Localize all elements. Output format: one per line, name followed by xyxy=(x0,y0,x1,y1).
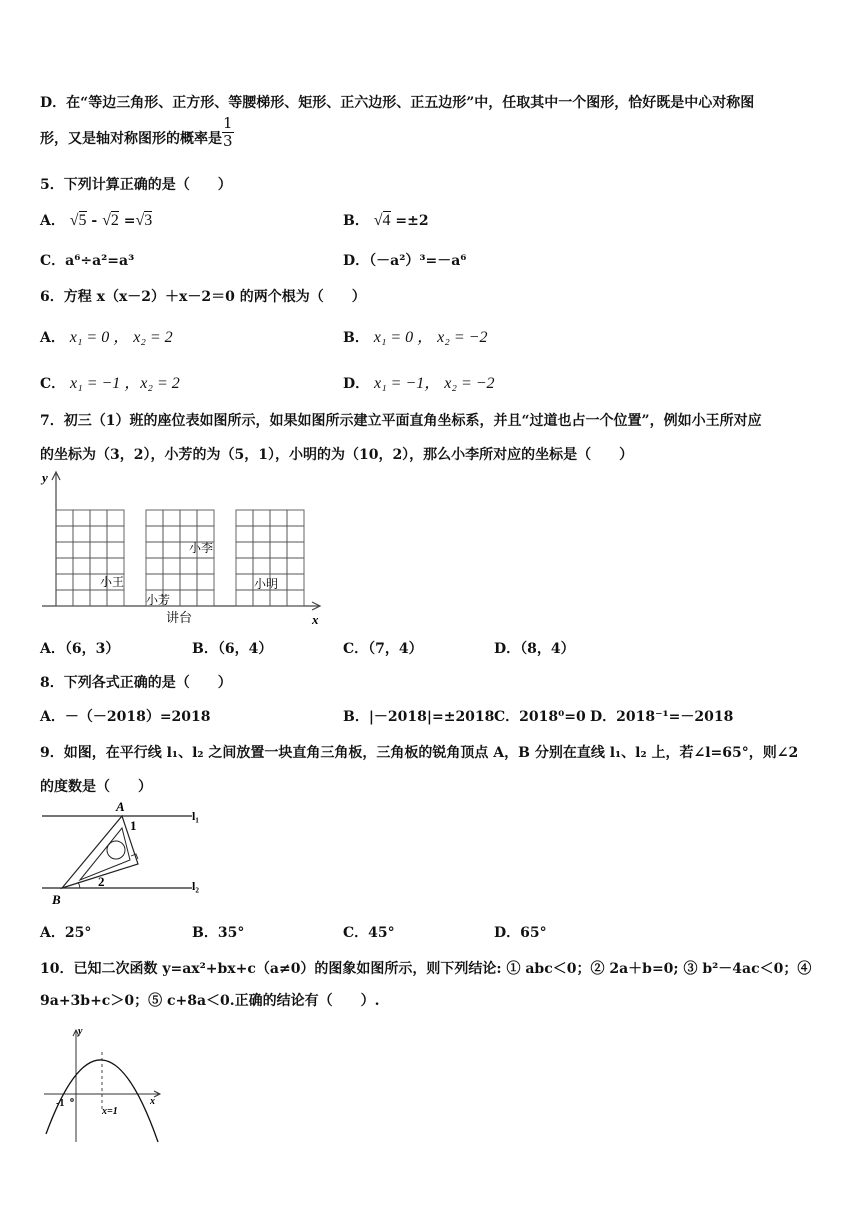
seat-cell xyxy=(56,510,73,526)
seat-cell xyxy=(236,590,253,606)
q8-option-a: A．－（－2018）=2018 xyxy=(40,709,211,725)
y-axis-label: y xyxy=(78,1026,83,1037)
option-label: A． xyxy=(40,330,65,346)
option-text: x₁ = 0 ， x₂ = −2 xyxy=(373,329,488,346)
q6-option-b xyxy=(343,324,487,347)
parabola-figure xyxy=(38,1022,178,1152)
right-angle-mark xyxy=(131,854,138,859)
point-a-label: A xyxy=(116,799,125,814)
q9-line2: 的度数是（ ） xyxy=(40,779,152,795)
seat-cell xyxy=(107,526,124,542)
seat-cell xyxy=(253,526,270,542)
seat-cell xyxy=(73,542,90,558)
seat-cell xyxy=(163,558,180,574)
seat-cell xyxy=(287,558,304,574)
l1-label: l₁ xyxy=(192,809,199,823)
q7-option-a: A．（6，3） xyxy=(40,641,120,657)
q4-option-d-line2 xyxy=(40,113,234,150)
x-axis-label: x xyxy=(312,612,319,627)
seat-cell xyxy=(287,510,304,526)
seat-cell xyxy=(270,590,287,606)
option-text: a⁶÷a²=a³ xyxy=(65,253,135,269)
seat-cell xyxy=(56,526,73,542)
seat-cell xyxy=(90,590,107,606)
seat-cell xyxy=(236,510,253,526)
option-label: C． xyxy=(40,253,66,269)
q9-option-a: A．25° xyxy=(40,925,92,941)
seat-cell xyxy=(197,590,214,606)
seat-cell xyxy=(287,542,304,558)
q6-option-a xyxy=(40,324,173,347)
seat-cell xyxy=(73,590,90,606)
option-label: D． xyxy=(343,376,370,392)
seat-cell xyxy=(180,558,197,574)
q9-option-d: D．65° xyxy=(494,925,547,941)
seat-cell xyxy=(107,590,124,606)
q6-stem: 6．方程 x（x－2）＋x－2＝0 的两个根为（ ） xyxy=(40,289,366,305)
seat-cell xyxy=(287,526,304,542)
q7-line1: 7．初三（1）班的座位表如图所示，如果如图所示建立平面直角坐标系，并且“过道也占一个位置”，例如小王所对应 xyxy=(40,413,762,429)
q4-option-d-line1: D．在“等边三角形、正方形、等腰梯形、矩形、正六边形、正五边形”中，任取其中一个图形，恰好既是中心对称图 xyxy=(40,95,755,111)
seat-cell xyxy=(90,558,107,574)
seat-cell xyxy=(270,542,287,558)
fraction-one-third xyxy=(222,115,234,150)
seat-cell xyxy=(90,542,107,558)
label-xiaofang: 小芳 xyxy=(146,593,171,607)
seat-cell xyxy=(180,574,197,590)
q8-option-c: C．2018⁰=0 xyxy=(494,709,586,725)
seat-grids xyxy=(56,510,304,606)
option-text: x₁ = −1， x₂ = −2 xyxy=(374,375,495,392)
fraction-numerator: 1 xyxy=(223,113,233,132)
option-label: A． xyxy=(40,213,65,229)
seat-cell xyxy=(107,558,124,574)
radicand: 4 xyxy=(382,212,391,229)
seat-cell xyxy=(270,510,287,526)
seat-cell xyxy=(73,558,90,574)
minus-one-label: -1 xyxy=(56,1098,65,1109)
seat-cell xyxy=(180,590,197,606)
option-label: B． xyxy=(343,213,369,229)
seating-chart-figure xyxy=(34,464,334,630)
seat-cell xyxy=(73,526,90,542)
seat-cell xyxy=(146,574,163,590)
seat-cell xyxy=(163,526,180,542)
seat-cell xyxy=(236,542,253,558)
seat-cell xyxy=(163,574,180,590)
seat-cell xyxy=(163,542,180,558)
seat-cell xyxy=(287,590,304,606)
q7-option-b: B．（6，4） xyxy=(192,641,273,657)
seat-cell xyxy=(56,558,73,574)
seat-cell xyxy=(236,526,253,542)
label-podium: 讲台 xyxy=(166,611,193,626)
seat-cell xyxy=(146,510,163,526)
point-b-label: B xyxy=(52,892,61,907)
triangle-ruler-figure xyxy=(34,798,214,910)
seat-cell xyxy=(236,558,253,574)
q7-line2: 的坐标为（3，2），小芳的为（5，1），小明的为（10，2），那么小李所对应的坐标是（ ） xyxy=(40,447,634,463)
q8-option-d: D．2018⁻¹=－2018 xyxy=(590,709,734,725)
seat-cell xyxy=(107,542,124,558)
y-axis-label: y xyxy=(42,470,48,485)
q5-option-c xyxy=(40,250,134,270)
sqrt-2: √2 xyxy=(102,212,119,229)
q5-option-b xyxy=(343,210,429,230)
angle-2-label: 2 xyxy=(98,874,105,889)
seat-cell xyxy=(146,526,163,542)
seat-cell xyxy=(253,558,270,574)
q6-option-c xyxy=(40,370,180,393)
triangle-hole xyxy=(107,841,125,859)
q5-stem: 5．下列计算正确的是（ ） xyxy=(40,177,232,193)
label-xiaoli: 小李 xyxy=(189,541,214,555)
q9-option-c: C．45° xyxy=(343,925,395,941)
radicand: 2 xyxy=(110,212,119,229)
sqrt-3: √3 xyxy=(135,212,153,229)
seat-cell xyxy=(56,574,73,590)
minus-sign: - xyxy=(86,213,103,229)
equals-sign: = xyxy=(118,213,136,229)
q7-option-d: D．（8，4） xyxy=(494,641,575,657)
radicand: 5 xyxy=(78,212,87,229)
q5-option-a xyxy=(40,210,152,230)
q10-line1: 10．已知二次函数 y=ax²+bx+c（a≠0）的图象如图所示，则下列结论: ① abc＜0；② 2a＋b=0; ③ b²－4ac＜0；④ xyxy=(40,961,812,977)
seat-cell xyxy=(56,542,73,558)
seat-cell xyxy=(270,526,287,542)
seat-cell xyxy=(236,574,253,590)
label-xiaowang: 小王 xyxy=(100,575,125,589)
sqrt-5: √5 xyxy=(69,212,87,229)
l2-label: l₂ xyxy=(192,879,199,893)
seat-cell xyxy=(197,526,214,542)
seat-cell xyxy=(90,510,107,526)
fraction-denominator: 3 xyxy=(223,131,233,150)
label-xiaoming: 小明 xyxy=(254,577,279,591)
q9-option-b: B．35° xyxy=(192,925,245,941)
seat-cell xyxy=(73,510,90,526)
origin-label: o xyxy=(70,1095,74,1104)
seat-cell xyxy=(73,574,90,590)
seat-cell xyxy=(253,590,270,606)
option-text: （－a²）³=－a⁶ xyxy=(369,253,467,269)
seat-cell xyxy=(90,526,107,542)
radicand: 3 xyxy=(144,212,153,229)
option-text: x₁ = 0 ， x₂ = 2 xyxy=(69,329,173,346)
q9-line1: 9．如图，在平行线 l₁、l₂ 之间放置一块直角三角板，三角板的锐角顶点 A，B 分别在直线 l₁、l₂ 上，若∠l=65°，则∠2 xyxy=(40,745,799,761)
seat-cell xyxy=(270,558,287,574)
option-label: D． xyxy=(343,253,370,269)
q5-option-d xyxy=(343,250,466,270)
seat-cell xyxy=(287,574,304,590)
seat-cell xyxy=(107,510,124,526)
seat-cell xyxy=(163,510,180,526)
q8-option-b: B．|－2018|=±2018 xyxy=(343,709,495,725)
seat-cell xyxy=(197,558,214,574)
seat-cell xyxy=(253,542,270,558)
x-axis-label: x xyxy=(150,1096,155,1107)
seat-cell xyxy=(197,574,214,590)
q10-line2: 9a+3b+c＞0；⑤ c+8a＜0.正确的结论有（ ）. xyxy=(40,993,380,1009)
seat-cell xyxy=(146,558,163,574)
seat-cell xyxy=(180,510,197,526)
symmetry-label: x=1 xyxy=(102,1106,118,1117)
q7-option-c: C．（7，4） xyxy=(343,641,423,657)
q4-option-d-text: 形，又是轴对称图形的概率是 xyxy=(40,131,222,147)
seat-cell xyxy=(197,510,214,526)
seat-cell xyxy=(146,542,163,558)
q8-stem: 8．下列各式正确的是（ ） xyxy=(40,675,232,691)
seat-cell xyxy=(180,526,197,542)
option-text: =±2 xyxy=(390,213,429,229)
seat-cell xyxy=(56,590,73,606)
seat-cell xyxy=(253,510,270,526)
option-label: B． xyxy=(343,330,369,346)
angle-1-label: 1 xyxy=(130,818,137,833)
option-text: x₁ = −1 ，x₂ = 2 xyxy=(70,375,180,392)
q6-option-d xyxy=(343,370,495,393)
sqrt-4: √4 xyxy=(373,212,391,229)
option-label: C． xyxy=(40,376,66,392)
